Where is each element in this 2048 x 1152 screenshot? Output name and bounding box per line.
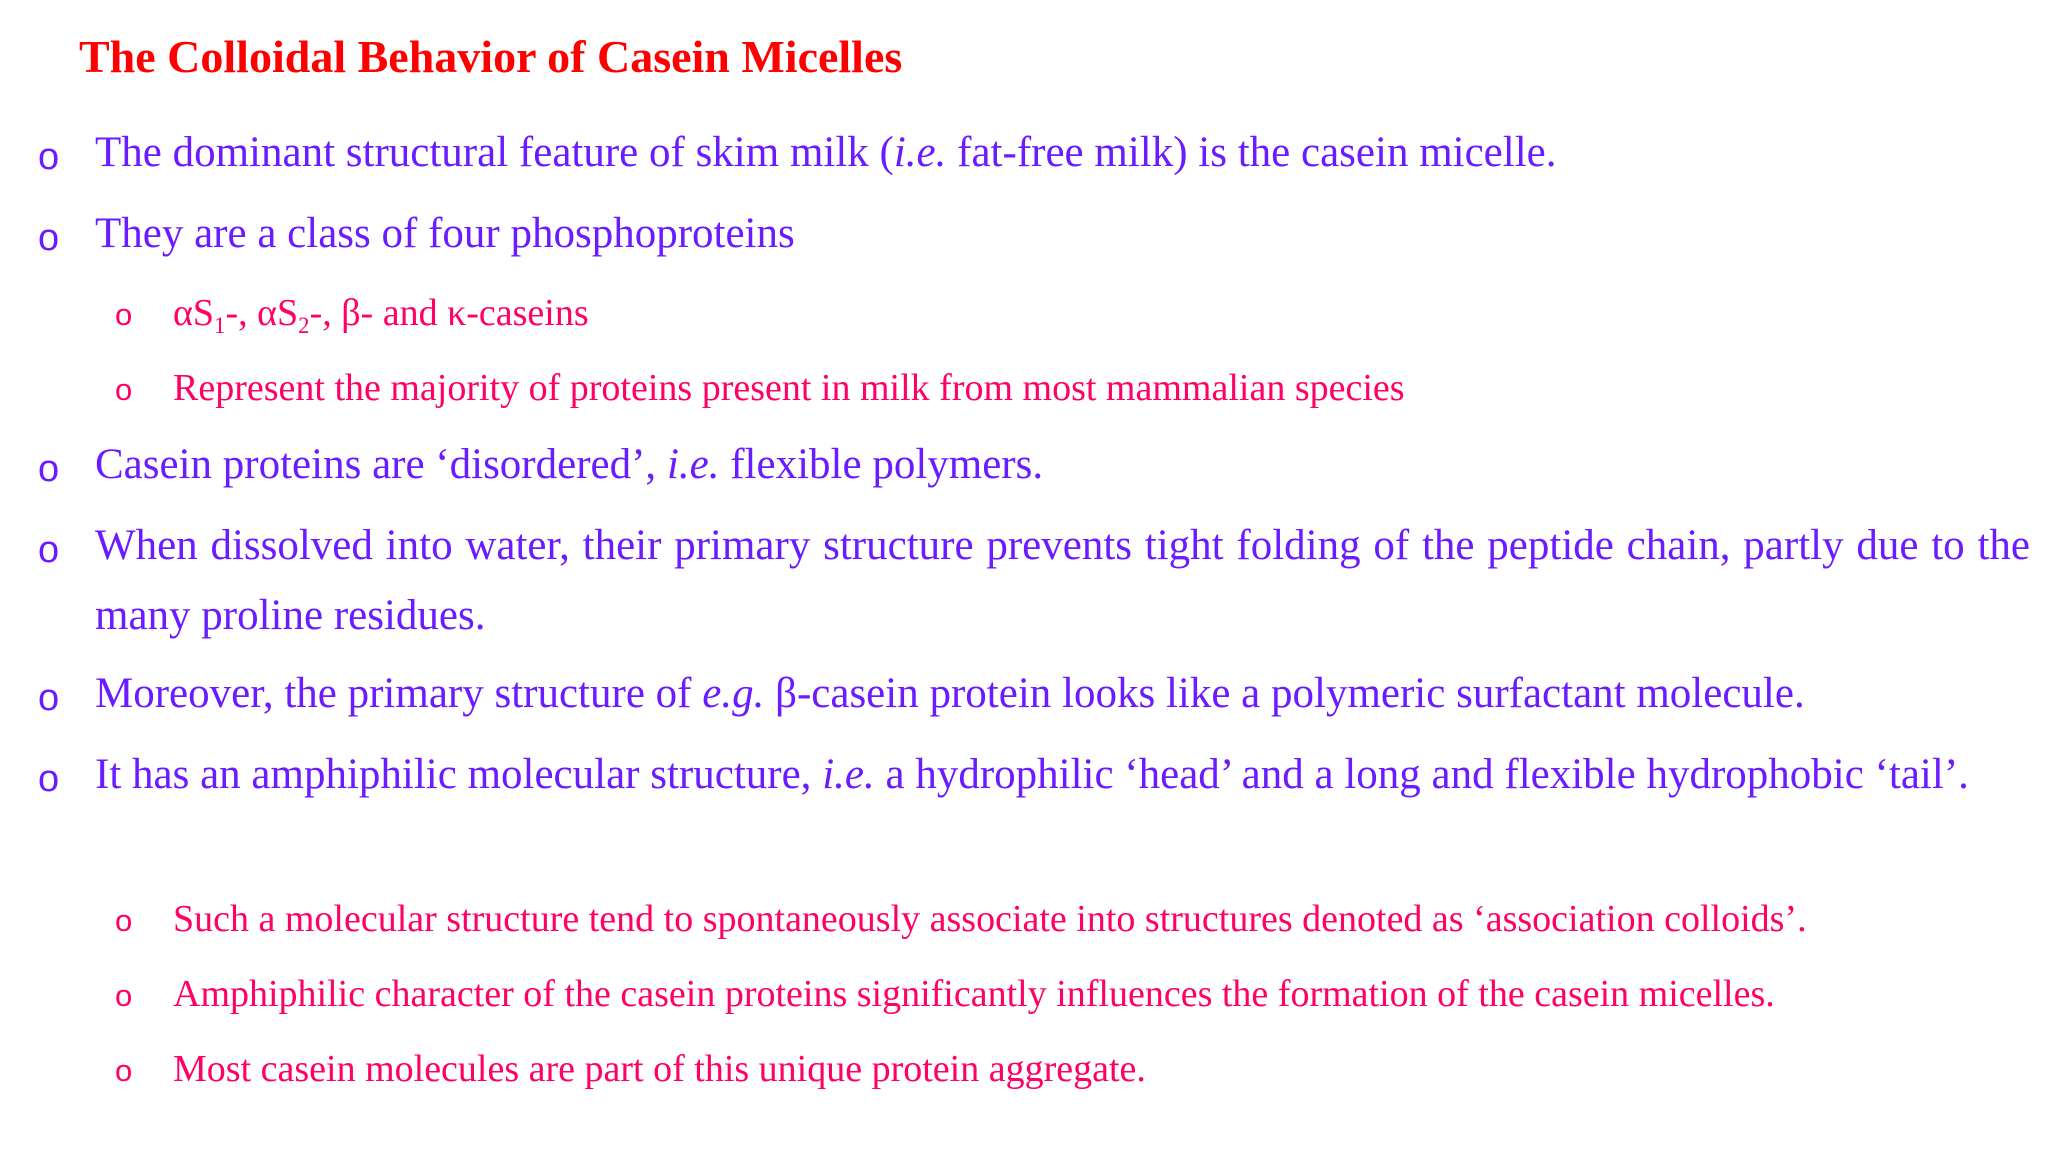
bullet-text: They are a class of four phosphoproteins (95, 210, 795, 257)
bullet-marker: o (38, 677, 60, 719)
bullet-text: Represent the majority of proteins present in milk from most mammalian species (173, 367, 1405, 409)
bullet-text: Such a molecular structure tend to spontaneously associate into structures denoted as ‘association colloids’. (173, 898, 1807, 940)
bullet-marker: o (115, 903, 133, 938)
bullet-text: When dissolved into water, their primary structure prevents tight folding of the peptide chain, partly due to the many proline residues. (95, 522, 2030, 639)
bullet-text: Casein proteins are ‘disordered’, i.e. flexible polymers. (95, 441, 1044, 488)
bullet-marker: o (38, 136, 60, 178)
bullet-marker: o (38, 448, 60, 490)
slide-title: The Colloidal Behavior of Casein Micelles (79, 31, 903, 82)
bullet-text: The dominant structural feature of skim milk (i.e. fat-free milk) is the casein micelle. (95, 129, 1557, 176)
bullet-text: $\alpha S_1-$, $\alpha S_2-$, β- and κ-caseins (173, 292, 589, 338)
bullet-text: Most casein molecules are part of this unique protein aggregate. (173, 1048, 1146, 1090)
bullet-marker: o (115, 372, 133, 407)
bullet-marker: o (38, 529, 60, 571)
bullet-text: Amphiphilic character of the casein proteins significantly influences the formation of the casein micelles. (173, 973, 1775, 1015)
bullet-marker: o (115, 1053, 133, 1088)
bullet-marker: o (115, 297, 133, 332)
bullet-marker: o (115, 978, 133, 1013)
bullet-text: It has an amphiphilic molecular structure, i.e. a hydrophilic ‘head’ and a long and flexible hydrophobic ‘tail’. (95, 751, 1969, 798)
bullet-marker: o (38, 758, 60, 800)
bullet-text: Moreover, the primary structure of e.g. β-casein protein looks like a polymeric surfactant molecule. (95, 670, 1805, 717)
bullet-marker: o (38, 217, 60, 259)
